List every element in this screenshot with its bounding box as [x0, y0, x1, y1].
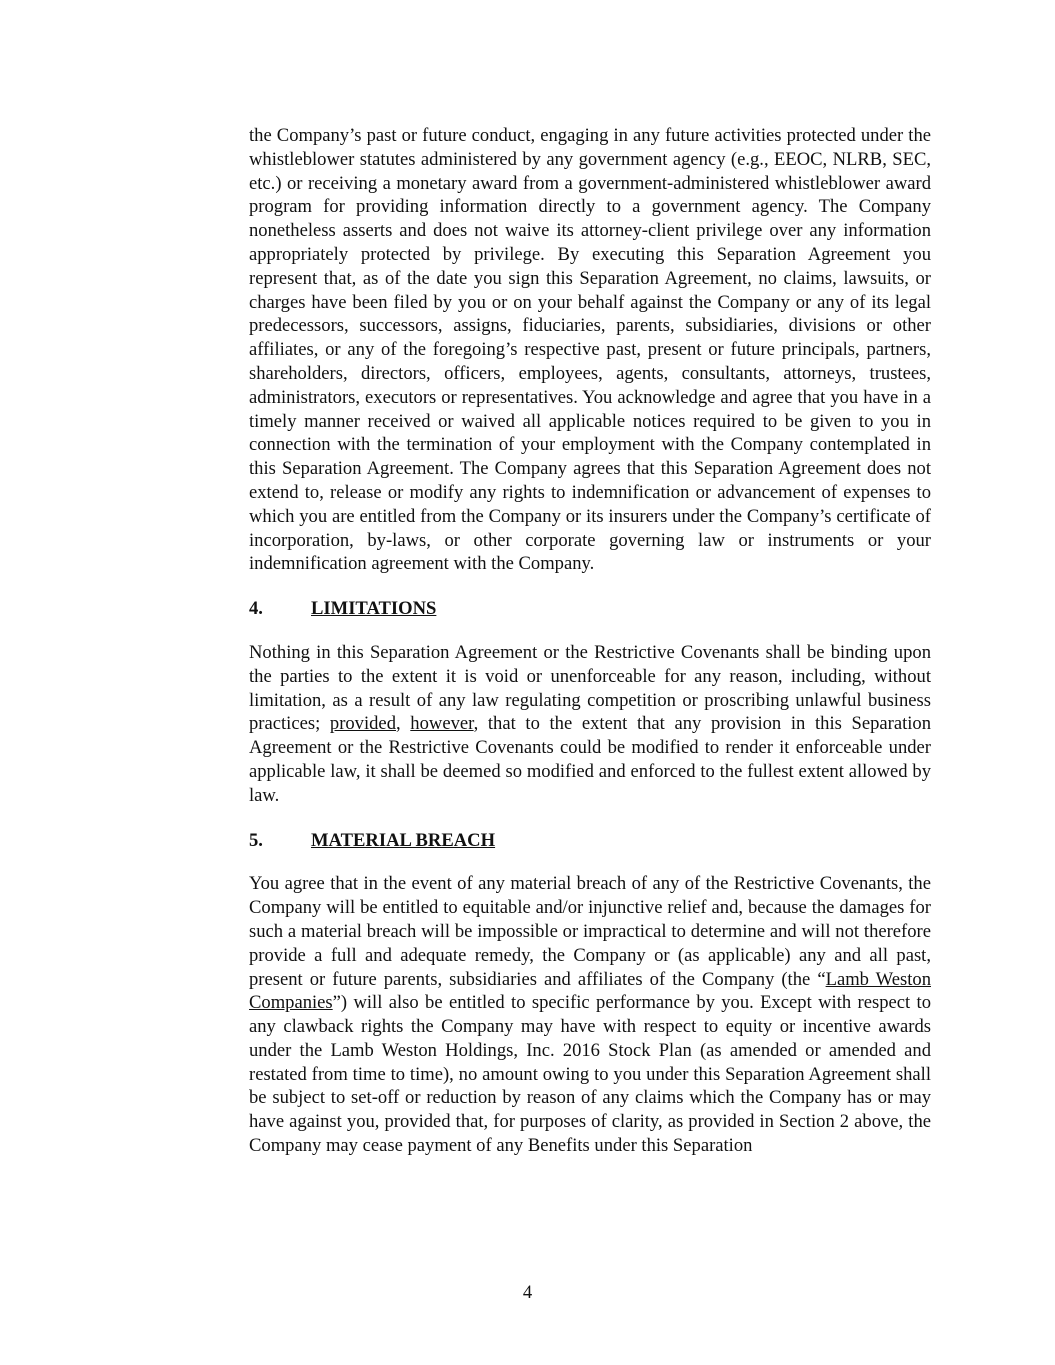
section-5-text-after: ”) will also be entitled to specific performance by you. Except with respect to any clawback rights the Company may have with respect to equity or incentive awards under the Lamb Weston Holdings, Inc. 2016 Stock Plan (as amended or amended and restated from time to time), no amount owing to you under this Separation Agreement shall be subject to set-off or reduction by reason of any claims which the Company has or may have against you, provided that, for purposes of clarity, as provided in Section 2 above, the Company may cease payment of any Benefits under this Separation [249, 992, 931, 1157]
section-4-text-before: Nothing in this Separation Agreement or the Restrictive Covenants shall be binding upon the parties to the extent it is void or unenforceable for any reason, including, without limitation, as a result of any law regulating competition or proscribing unlawful business practices; [249, 641, 931, 735]
section-4-text-after: , that to the extent that any provision in this Separation Agreement or the Restrictive Covenants could be modified to render it enforceable under applicable law, it shall be deemed so modified and enforced to the fullest extent allowed by law. [249, 713, 932, 806]
provided-comma: , [396, 713, 411, 735]
document-page [249, 124, 931, 1158]
section-5-number: 5. [249, 829, 263, 851]
lamb-weston-companies-term: Lamb Weston Companies [249, 968, 931, 1014]
provided-term: provided [329, 713, 396, 735]
section-5-text-before: You agree that in the event of any material breach of any of the Restrictive Covenants, the Company will be entitled to equitable and/or injunctive relief and, because the damages for such a material breach will be impossible or impractical to determine and will not therefore provide a full and adequate remedy, the Company or (as applicable) any and all past, present or future parents, subsidiaries and affiliates of the Company (the “ [249, 873, 931, 990]
section-4-number: 4. [249, 598, 263, 620]
section-5-title: MATERIAL BREACH [311, 829, 496, 851]
section-5-paragraph [249, 872, 931, 1158]
section-4-paragraph [249, 641, 931, 808]
section-5-heading [249, 829, 931, 853]
section-4-title: LIMITATIONS [311, 598, 437, 620]
however-term: however [410, 713, 474, 735]
section-4-heading [249, 597, 931, 621]
section-3-continuation-paragraph: the Company’s past or future conduct, engaging in any future activities protected under the whistleblower statutes administered by any government agency (e.g., EEOC, NLRB, SEC, etc.) or receiving a monetary award from a government-administered whistleblower award program for providing information directly to a government agency. The Company nonetheless asserts and does not waive its attorney-client privilege over any information appropriately protected by privilege. By executing this Separation Agreement you represent that, as of the date you sign this Separation Agreement, no claims, lawsuits, or charges have been filed by you or on your behalf against the Company or any of its legal predecessors, successors, assigns, fiduciaries, parents, subsidiaries, divisions or other affiliates, or any of the foregoing’s respective past, present or future principals, partners, shareholders, directors, officers, employees, agents, consultants, attorneys, trustees, administrators, executors or representatives. You acknowledge and agree that you have in a timely manner received or waived all applicable notices required to be given to you in connection with the termination of your employment with the Company contemplated in this Separation Agreement. The Company agrees that this Separation Agreement does not extend to, release or modify any rights to indemnification or advancement of expenses to which you are entitled from the Company or its insurers under the Company’s certificate of incorporation, by-laws, or other corporate governing law or instruments or your indemnification agreement with the Company. [249, 125, 931, 575]
page-number: 4 [522, 1282, 533, 1303]
